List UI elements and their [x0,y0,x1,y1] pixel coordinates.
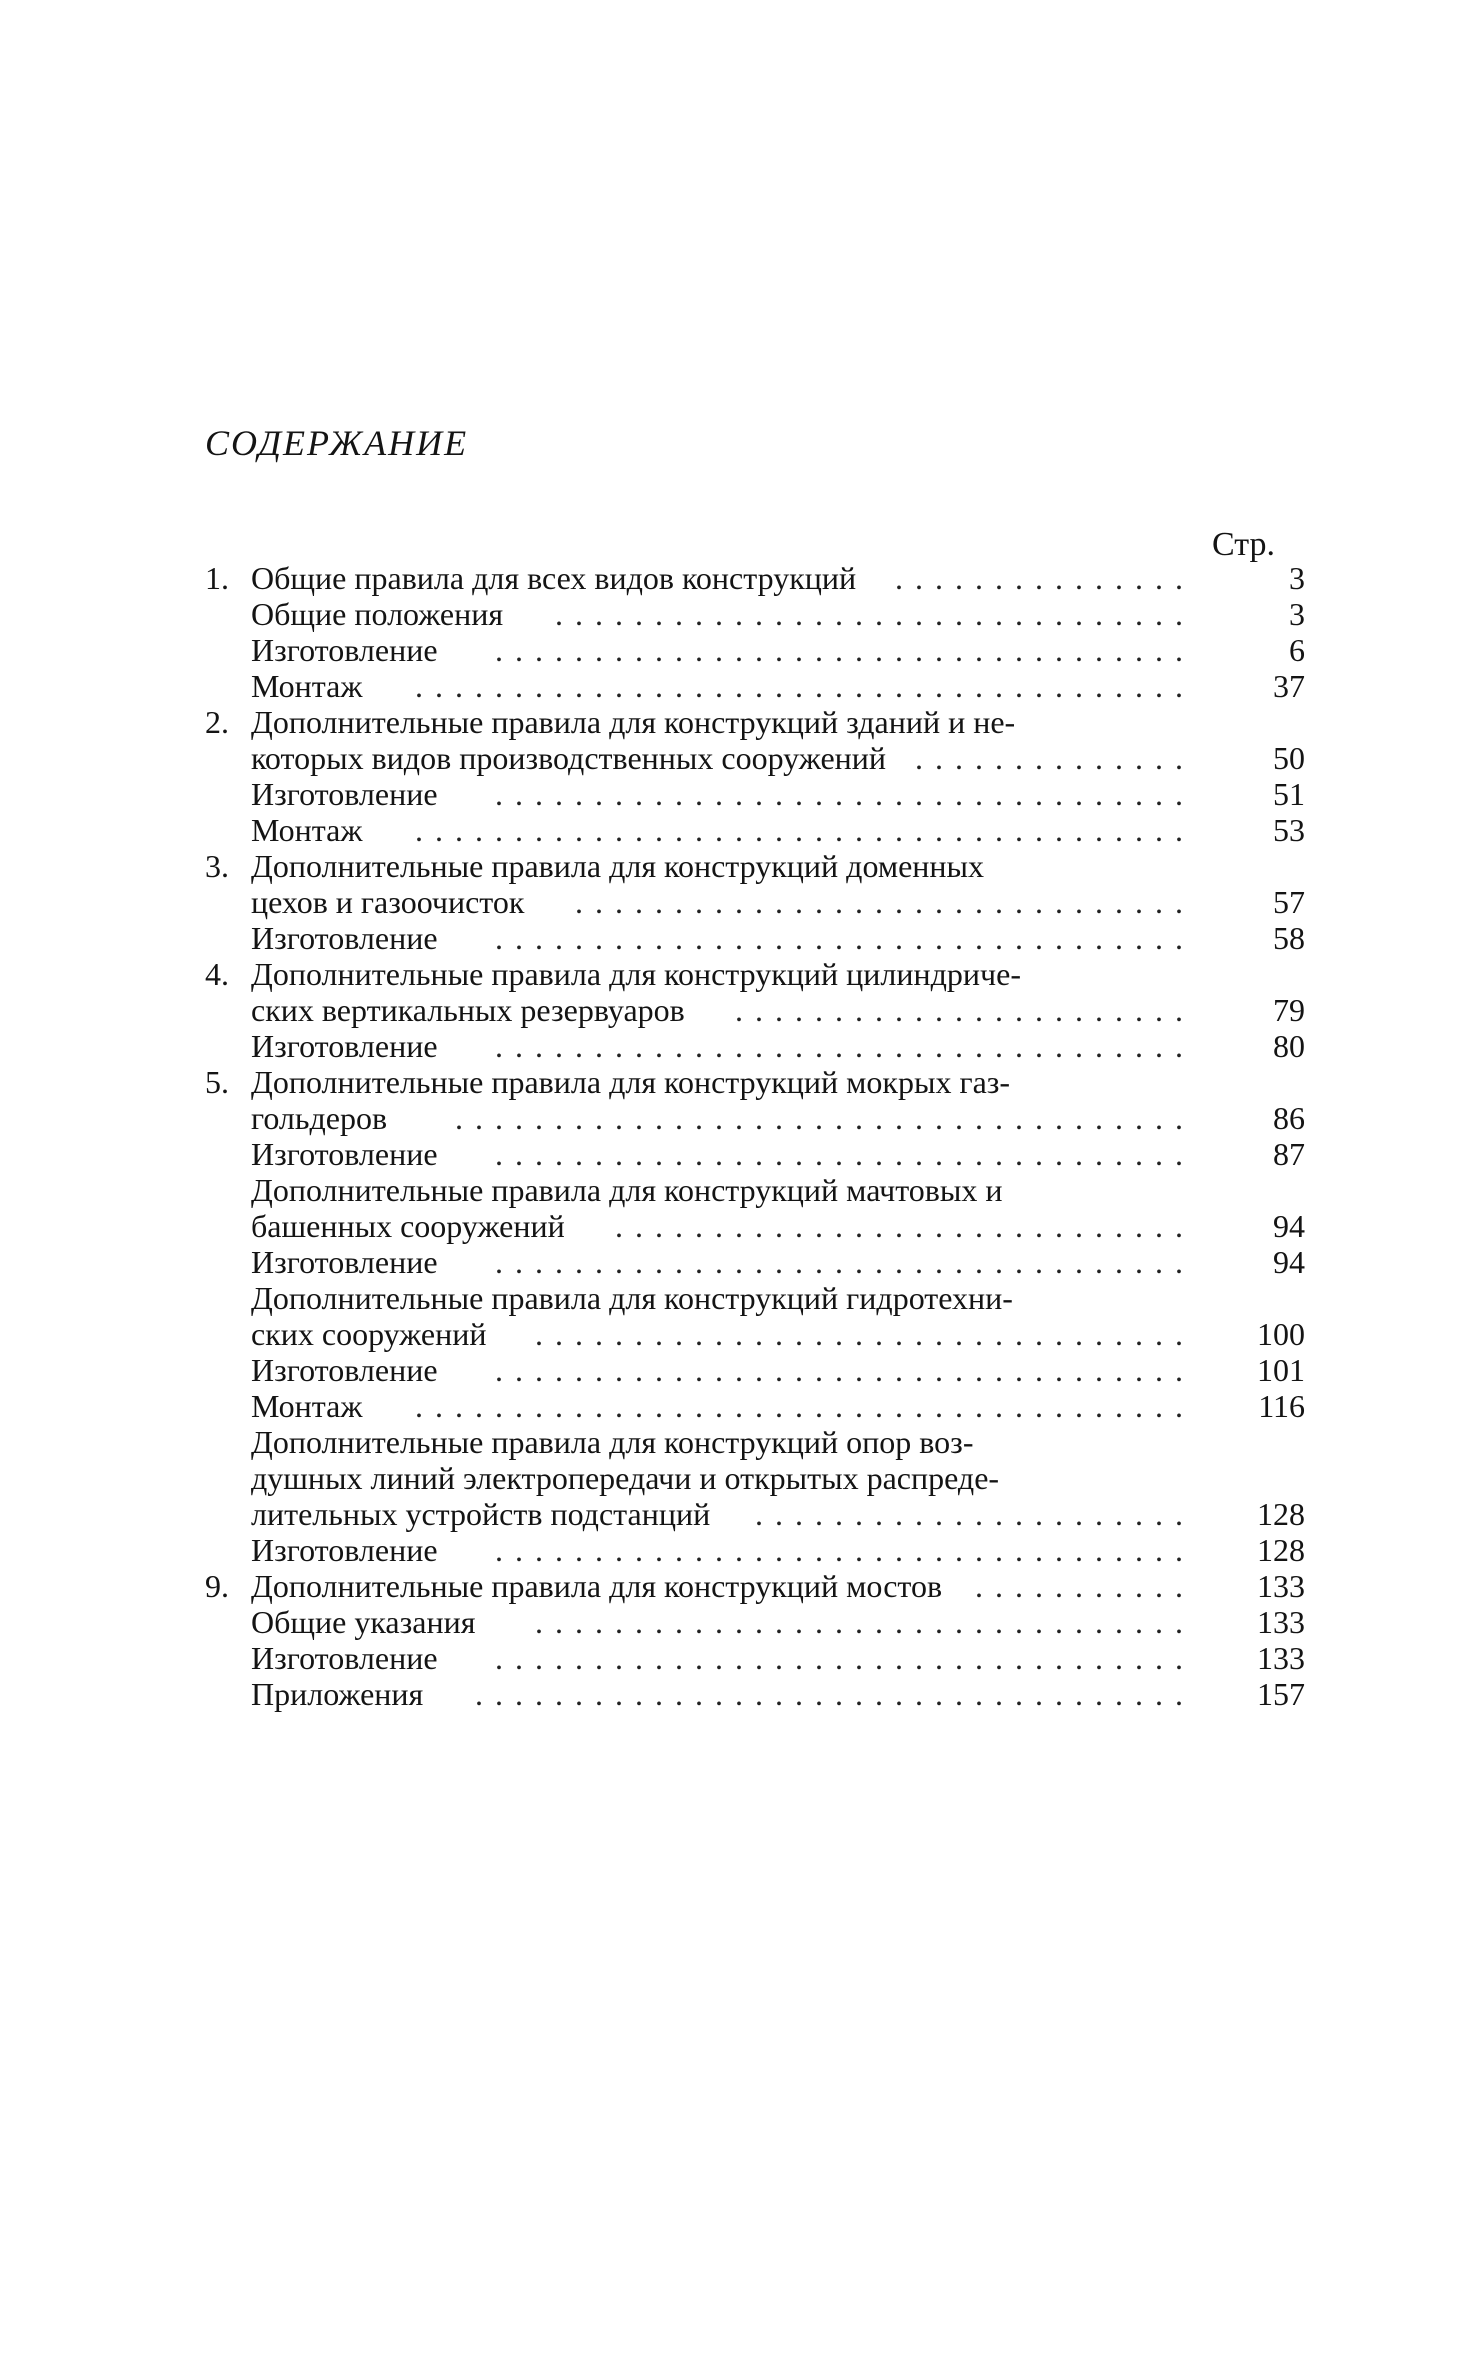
toc-line [205,632,1305,668]
toc-line [205,1640,1305,1676]
toc-page-number: 128 [1257,1496,1305,1532]
toc-page-number: 128 [1257,1532,1305,1568]
toc-entry-title: башенных сооружений [251,1208,565,1244]
toc-entry-title: Монтаж [251,1388,363,1424]
dot-leader: ................................. [535,1604,1195,1640]
toc-entry-number: 5. [205,1064,229,1100]
toc-entry-title: ских вертикальных резервуаров [251,992,685,1028]
toc-entry-title: Общие указания [251,1604,476,1640]
toc-entry-number: 9. [205,1568,229,1604]
toc-entry-title: Изготовление [251,1352,438,1388]
table-of-contents [205,560,1305,1712]
toc-entry-title: Монтаж [251,812,363,848]
toc-entry-title: которых видов производственных сооружений [251,740,887,776]
toc-entry-title: Дополнительные правила для конструкций доменных [251,848,985,884]
toc-page-number: 94 [1273,1208,1305,1244]
dot-leader: ............................... [575,884,1195,920]
toc-page-number: 3 [1289,560,1305,596]
toc-line [205,596,1305,632]
toc-entry-title: Общие правила для всех видов конструкций [251,560,857,596]
toc-line [205,704,1305,740]
toc-entry-title: Изготовление [251,1028,438,1064]
toc-page-number: 133 [1257,1568,1305,1604]
toc-page-number: 53 [1273,812,1305,848]
toc-line [205,1532,1305,1568]
dot-leader: ............................. [615,1208,1195,1244]
toc-line [205,1028,1305,1064]
toc-entry-title: Изготовление [251,1136,438,1172]
toc-entry-title: Изготовление [251,776,438,812]
toc-line [205,776,1305,812]
toc-line [205,1316,1305,1352]
toc-entry-title: Дополнительные правила для конструкций опор воз- [251,1424,974,1460]
toc-line [205,1064,1305,1100]
toc-entry-title: Дополнительные правила для конструкций зданий и не- [251,704,1016,740]
toc-page-number: 37 [1273,668,1305,704]
toc-entry-title: Изготовление [251,920,438,956]
dot-leader: ................................... [495,1352,1195,1388]
toc-entry-title: Изготовление [251,1244,438,1280]
toc-page-number: 94 [1273,1244,1305,1280]
toc-line [205,1388,1305,1424]
dot-leader: ................................... [495,1136,1195,1172]
toc-entry-title: лительных устройств подстанций [251,1496,711,1532]
page-title: СОДЕРЖАНИЕ [205,423,469,463]
dot-leader: ................................... [495,920,1195,956]
toc-line [205,884,1305,920]
toc-line [205,1568,1305,1604]
toc-line [205,1100,1305,1136]
dot-leader: ....................................... [415,1388,1195,1424]
toc-entry-title: Изготовление [251,632,438,668]
toc-line [205,920,1305,956]
toc-entry-title: Дополнительные правила для конструкций мачтовых и [251,1172,1003,1208]
toc-line [205,992,1305,1028]
toc-page-number: 133 [1257,1604,1305,1640]
dot-leader: .................................... [475,1676,1195,1712]
dot-leader: ....................... [735,992,1195,1028]
toc-entry-title: Дополнительные правила для конструкций цилиндриче- [251,956,1021,992]
toc-entry-title: Дополнительные правила для конструкций мокрых газ- [251,1064,1011,1100]
toc-line [205,1136,1305,1172]
toc-entry-title: Дополнительные правила для конструкций мостов [251,1568,943,1604]
dot-leader: .............. [915,740,1195,776]
toc-page-number: 80 [1273,1028,1305,1064]
toc-line [205,1604,1305,1640]
toc-line [205,1208,1305,1244]
toc-line [205,812,1305,848]
toc-page-number: 57 [1273,884,1305,920]
toc-line [205,1460,1305,1496]
toc-entry-title: Приложения [251,1676,424,1712]
toc-page-number: 100 [1257,1316,1305,1352]
toc-line [205,1496,1305,1532]
toc-page-number: 157 [1257,1676,1305,1712]
toc-entry-title: Изготовление [251,1640,438,1676]
toc-page-number: 116 [1258,1388,1305,1424]
toc-line [205,668,1305,704]
toc-line [205,1244,1305,1280]
toc-line [205,1280,1305,1316]
dot-leader: ........... [975,1568,1195,1604]
toc-page-number: 3 [1289,596,1305,632]
dot-leader: ................................... [495,1532,1195,1568]
dot-leader: ................................... [495,632,1195,668]
toc-page-number: 79 [1273,992,1305,1028]
toc-line [205,560,1305,596]
dot-leader: ................................... [495,1028,1195,1064]
toc-entry-title: Общие положения [251,596,504,632]
toc-line [205,1424,1305,1460]
dot-leader: ................................ [555,596,1195,632]
dot-leader: ................................... [495,776,1195,812]
toc-line [205,956,1305,992]
toc-page-number: 133 [1257,1640,1305,1676]
dot-leader: ..................................... [455,1100,1195,1136]
dot-leader: ................................. [535,1316,1195,1352]
toc-entry-number: 1. [205,560,229,596]
toc-line [205,740,1305,776]
toc-page-number: 101 [1257,1352,1305,1388]
toc-page-number: 86 [1273,1100,1305,1136]
toc-entry-number: 2. [205,704,229,740]
dot-leader: ....................................... [415,668,1195,704]
toc-entry-number: 3. [205,848,229,884]
toc-entry-title: Изготовление [251,1532,438,1568]
dot-leader: ................................... [495,1640,1195,1676]
toc-entry-title: душных линий электропередачи и открытых распреде- [251,1460,1000,1496]
toc-entry-title: ских сооружений [251,1316,487,1352]
toc-entry-title: цехов и газоочисток [251,884,525,920]
toc-line [205,1676,1305,1712]
toc-page-number: 51 [1273,776,1305,812]
toc-line [205,848,1305,884]
dot-leader: ................................... [495,1244,1195,1280]
toc-line [205,1352,1305,1388]
toc-page-number: 50 [1273,740,1305,776]
toc-entry-title: Монтаж [251,668,363,704]
toc-page-number: 58 [1273,920,1305,956]
dot-leader: ....................................... [415,812,1195,848]
toc-entry-title: Дополнительные правила для конструкций гидротехни- [251,1280,1013,1316]
toc-entry-title: гольдеров [251,1100,388,1136]
dot-leader: ............... [895,560,1195,596]
toc-line [205,1172,1305,1208]
toc-entry-number: 4. [205,956,229,992]
toc-page-number: 6 [1289,632,1305,668]
page-column-label: Стр. [1212,526,1276,563]
dot-leader: ...................... [755,1496,1195,1532]
toc-page-number: 87 [1273,1136,1305,1172]
